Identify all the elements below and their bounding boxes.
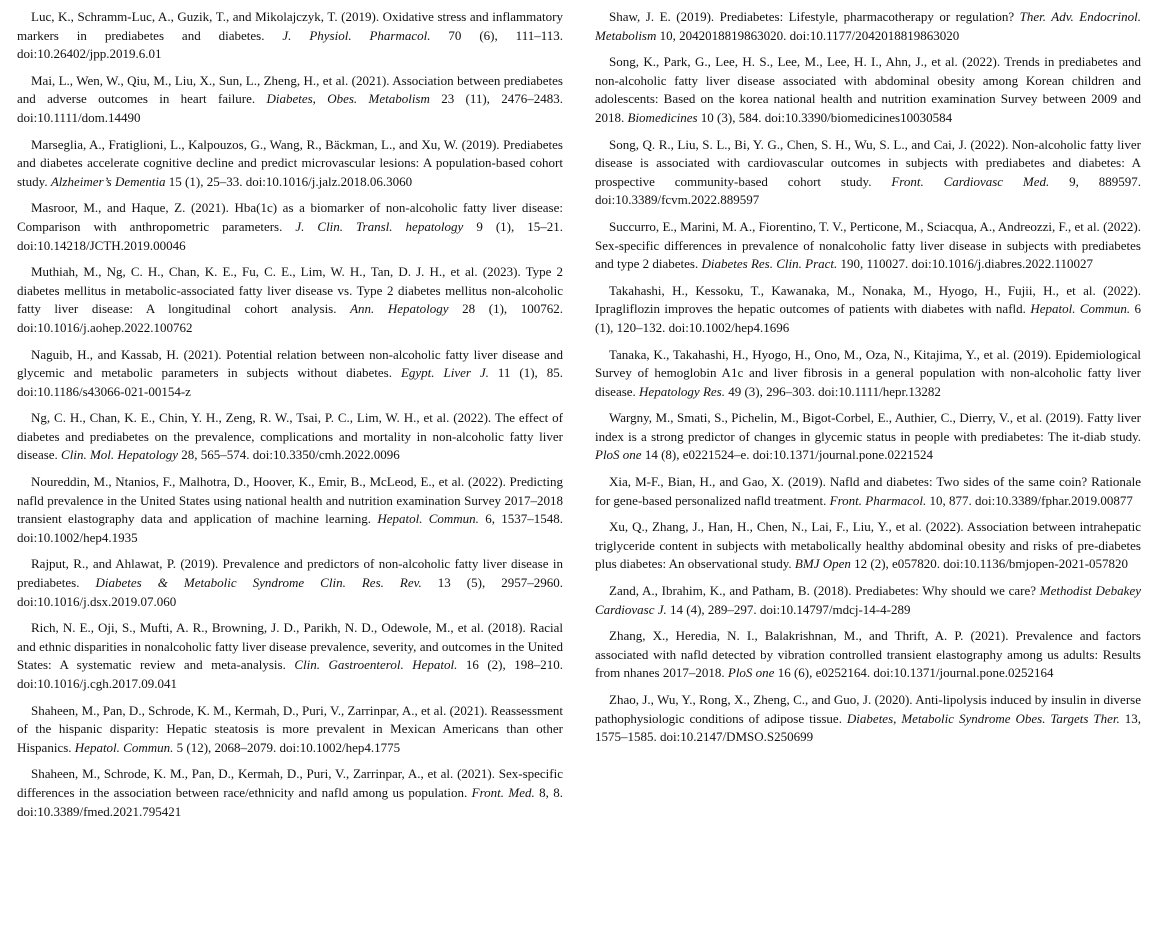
reference-text: Zhang, X., Heredia, N. I., Balakrishnan, M., and Thrift, A. P. (2021). Prevalence and factors associated with nafld detected by vibration controlled transient elastography among us adults: Results from nhanes 2017–2018. xyxy=(595,628,1141,681)
reference-text: Ng, C. H., Chan, K. E., Chin, Y. H., Zeng, R. W., Tsai, P. C., Lim, W. H., et al. (2022). The effect of diabetes and prediabetes on the prevalence, complications and mortality in non-alcoholic fatty liver disease. xyxy=(17,410,563,463)
reference-text: Song, Q. R., Liu, S. L., Bi, Y. G., Chen, S. H., Wu, S. L., and Cai, J. (2022). Non-alcoholic fatty liver disease is associated with cardiovascular outcomes in subjects with prediabetes and diabetes: A prospective community-based cohort study. xyxy=(595,136,1141,189)
reference-text: 70 (6), 111–113. doi:10.26402/jpp.2019.6.01 xyxy=(17,27,563,62)
journal-name: Hepatol. Commun. xyxy=(1030,301,1131,317)
journal-name: J. Physiol. Pharmacol. xyxy=(282,27,431,43)
journal-name: Clin. Mol. Hepatology xyxy=(61,447,179,463)
journal-name: Hepatology Res. xyxy=(639,383,725,399)
journal-name: Diabetes Res. Clin. Pract. xyxy=(701,256,838,272)
references-column-right xyxy=(595,8,1141,917)
reference-entry xyxy=(17,8,563,64)
reference-text: Naguib, H., and Kassab, H. (2021). Potential relation between non-alcoholic fatty liver disease and glycemic and metabolic parameters in subjects without diabetes. xyxy=(17,346,563,381)
reference-text: 6, 1537–1548. doi:10.1002/hep4.1935 xyxy=(17,511,563,545)
journal-name: J. Clin. Transl. hepatology xyxy=(295,218,464,234)
journal-name: Biomedicines xyxy=(627,109,698,125)
reference-text: Shaw, J. E. (2019). Prediabetes: Lifestyle, pharmacotherapy or regulation? xyxy=(609,9,1020,24)
reference-text: Noureddin, M., Ntanios, F., Malhotra, D., Hoover, K., Emir, B., McLeod, E., et al. (2022). Predicting nafld prevalence in the United States using national health and nutrition examination Survey 2017–2018 transient elastography data and application of machine learning. xyxy=(17,474,563,527)
reference-entry xyxy=(17,555,563,611)
reference-entry xyxy=(595,346,1141,402)
reference-text: Marseglia, A., Fratiglioni, L., Kalpouzos, G., Wang, R., Bäckman, L., and Xu, W. (2019). Prediabetes and diabetes accelerate cognitive decline and predict microvascular lesions: A population-based cohort study. xyxy=(17,136,563,189)
reference-text: 15 (1), 25–33. doi:10.1016/j.jalz.2018.06.3060 xyxy=(165,173,413,189)
reference-text: 49 (3), 296–303. doi:10.1111/hepr.13282 xyxy=(724,383,941,399)
reference-text: Masroor, M., and Haque, Z. (2021). Hba(1c) as a biomarker of non-alcoholic fatty liver disease: Comparison with anthropometric parameters. xyxy=(17,200,563,234)
reference-entry xyxy=(595,691,1141,747)
reference-entry xyxy=(17,473,563,547)
reference-entry xyxy=(595,473,1141,510)
reference-text: Xia, M-F., Bian, H., and Gao, X. (2019). Nafld and diabetes: Two sides of the same coin? Rationale for gene-based personalized nafld treatment. xyxy=(595,474,1141,508)
journal-name: PloS one xyxy=(595,447,642,463)
journal-name: Hepatol. Commun. xyxy=(74,739,174,755)
journal-name: Alzheimer’s Dementia xyxy=(50,173,166,189)
journal-name: Front. Med. xyxy=(471,784,535,800)
reference-text: Muthiah, M., Ng, C. H., Chan, K. E., Fu, C. E., Lim, W. H., Tan, D. J. H., et al. (2023). Type 2 diabetes mellitus in metabolic-associated fatty liver disease vs. Type 2 diabetes mellitus non-alcoholic fatty liver disease: A longitudinal cohort analysis. xyxy=(17,264,563,317)
reference-text: 12 (2), e057820. doi:10.1136/bmjopen-2021-057820 xyxy=(850,556,1129,572)
reference-entry xyxy=(17,72,563,128)
reference-entry xyxy=(17,765,563,821)
reference-text: 14 (4), 289–297. doi:10.14797/mdcj-14-4-289 xyxy=(666,601,911,617)
reference-text: 10, 877. doi:10.3389/fphar.2019.00877 xyxy=(926,492,1133,508)
reference-text: Rajput, R., and Ahlawat, P. (2019). Prevalence and predictors of non-alcoholic fatty liver disease in prediabetes. xyxy=(17,556,563,591)
reference-text: Shaheen, M., Pan, D., Schrode, K. M., Kermah, D., Puri, V., Zarrinpar, A., et al. (2021). Reassessment of the hispanic disparity: Hepatic steatosis is more prevalent in Mexican Americans than other Hispanics. xyxy=(17,702,563,755)
reference-text: 10 (3), 584. doi:10.3390/biomedicines10030584 xyxy=(697,109,953,125)
reference-text: 28, 565–574. doi:10.3350/cmh.2022.0096 xyxy=(178,447,400,463)
reference-entry xyxy=(595,282,1141,338)
reference-text: 6 (1), 120–132. doi:10.1002/hep4.1696 xyxy=(595,301,1142,335)
reference-text: 8, 8. doi:10.3389/fmed.2021.795421 xyxy=(17,784,564,819)
journal-name: Hepatol. Commun. xyxy=(377,511,479,527)
reference-entry xyxy=(17,136,563,192)
reference-text: Shaheen, M., Schrode, K. M., Pan, D., Kermah, D., Puri, V., Zarrinpar, A., et al. (2021). Sex-specific differences in the association between race/ethnicity and nafld among us population. xyxy=(17,766,563,800)
reference-text: 28 (1), 100762. doi:10.1016/j.aohep.2022.100762 xyxy=(17,301,563,335)
reference-entry xyxy=(17,409,563,465)
references-column-left xyxy=(17,8,563,917)
reference-text: Rich, N. E., Oji, S., Mufti, A. R., Browning, J. D., Parikh, N. D., Odewole, M., et al. (2018). Racial and ethnic disparities in nonalcoholic fatty liver disease prevalence, severity, and outcomes in the United States: A systematic review and meta-analysis. xyxy=(17,620,563,673)
reference-text: Song, K., Park, G., Lee, H. S., Lee, M., Lee, H. I., Ahn, J., et al. (2022). Trends in prediabetes and non-alcoholic fatty liver disease associated with abdominal obesity among Korean children and adolescents: Based on the korea national health and nutrition examination Survey between 2009 and 2018. xyxy=(595,54,1141,125)
reference-text: Takahashi, H., Kessoku, T., Kawanaka, M., Nonaka, M., Hyogo, H., Fujii, H., et al. (2022). Ipragliflozin improves the hepatic outcomes of patients with diabetes with nafld. xyxy=(595,282,1141,317)
reference-text: Succurro, E., Marini, M. A., Fiorentino, T. V., Perticone, M., Sciacqua, A., Andreozzi, F., et al. (2022). Sex-specific differences in prevalence of nonalcoholic fatty liver disease in subjects with prediabetes and type 2 diabetes. xyxy=(595,218,1141,272)
reference-text: 10, 2042018819863020. doi:10.1177/2042018819863020 xyxy=(656,27,960,43)
reference-text: Zhao, J., Wu, Y., Rong, X., Zheng, C., and Guo, J. (2020). Anti-lipolysis induced by insulin in diverse pathophysiologic conditions of adipose tissue. xyxy=(595,692,1141,726)
reference-text: 23 (11), 2476–2483. doi:10.1111/dom.14490 xyxy=(17,91,563,125)
reference-entry xyxy=(595,409,1141,465)
reference-entry xyxy=(595,627,1141,683)
reference-entry xyxy=(595,218,1141,274)
reference-entry xyxy=(595,518,1141,574)
reference-text: Mai, L., Wen, W., Qiu, M., Liu, X., Sun, L., Zheng, H., et al. (2021). Association between prediabetes and adverse outcomes in heart failure. xyxy=(17,72,563,107)
reference-entry xyxy=(17,199,563,255)
journal-name: Front. Cardiovasc Med. xyxy=(891,173,1050,189)
reference-text: 9 (1), 15–21. doi:10.14218/JCTH.2019.00046 xyxy=(17,218,563,253)
reference-text: 13 (5), 2957–2960. doi:10.1016/j.dsx.2019.07.060 xyxy=(17,575,563,609)
journal-name: BMJ Open xyxy=(794,556,851,572)
reference-entry xyxy=(17,702,563,758)
reference-text: Luc, K., Schramm-Luc, A., Guzik, T., and Mikolajczyk, T. (2019). Oxidative stress and inflammatory markers in prediabetes and diabetes. xyxy=(17,9,563,43)
reference-entry xyxy=(595,53,1141,127)
reference-text: 5 (12), 2068–2079. doi:10.1002/hep4.1775 xyxy=(173,739,401,755)
journal-name: Diabetes, Obes. Metabolism xyxy=(266,91,430,107)
reference-text: Tanaka, K., Takahashi, H., Hyogo, H., Ono, M., Oza, N., Kitajima, Y., et al. (2019). Epidemiological Survey of hemoglobin A1c and liver fibrosis in a general population with non-alcoholic fatty liver disease. xyxy=(595,346,1141,399)
reference-text: 16 (2), 198–210. doi:10.1016/j.cgh.2017.09.041 xyxy=(17,657,563,691)
journal-name: PloS one xyxy=(727,665,775,681)
journal-name: Egypt. Liver J. xyxy=(400,365,489,381)
reference-text: Wargny, M., Smati, S., Pichelin, M., Bigot-Corbel, E., Authier, C., Dierry, V., et al. (2019). Fatty liver index is a strong predictor of changes in glycemic status in people with prediabetes: The it-diab study. xyxy=(595,410,1141,444)
reference-text: Zand, A., Ibrahim, K., and Patham, B. (2018). Prediabetes: Why should we care? xyxy=(609,583,1040,599)
journal-name: Ann. Hepatology xyxy=(350,301,449,317)
reference-text: Xu, Q., Zhang, J., Han, H., Chen, N., Lai, F., Liu, Y., et al. (2022). Association between intrahepatic triglyceride content in subjects with metabolically healthy abdominal obesity and risks of pre-diabetes plus diabetes: An observational study. xyxy=(595,519,1141,572)
reference-entry xyxy=(595,8,1141,45)
reference-text: 190, 110027. doi:10.1016/j.diabres.2022.110027 xyxy=(837,256,1094,272)
reference-text: 16 (6), e0252164. doi:10.1371/journal.pone.0252164 xyxy=(774,665,1054,681)
reference-entry xyxy=(17,263,563,337)
journal-name: Ther. Adv. Endocrinol. Metabolism xyxy=(595,9,1141,43)
reference-entry xyxy=(595,136,1141,210)
journal-name: Methodist Debakey Cardiovasc J. xyxy=(595,583,1141,617)
journal-name: Clin. Gastroenterol. Hepatol. xyxy=(294,657,458,673)
reference-entry xyxy=(595,582,1141,619)
journal-name: Diabetes & Metabolic Syndrome Clin. Res. Rev. xyxy=(95,575,422,591)
journal-name: Front. Pharmacol. xyxy=(829,492,927,508)
reference-entry xyxy=(17,619,563,693)
reference-text: 13, 1575–1585. doi:10.2147/DMSO.S250699 xyxy=(595,710,1142,745)
journal-name: Diabetes, Metabolic Syndrome Obes. Targets Ther. xyxy=(846,710,1120,726)
reference-entry xyxy=(17,346,563,402)
reference-text: 14 (8), e0221524–e. doi:10.1371/journal.pone.0221524 xyxy=(641,447,933,463)
reference-text: 9, 889597. doi:10.3389/fcvm.2022.889597 xyxy=(595,173,1142,208)
reference-text: 11 (1), 85. doi:10.1186/s43066-021-00154-z xyxy=(17,365,563,399)
